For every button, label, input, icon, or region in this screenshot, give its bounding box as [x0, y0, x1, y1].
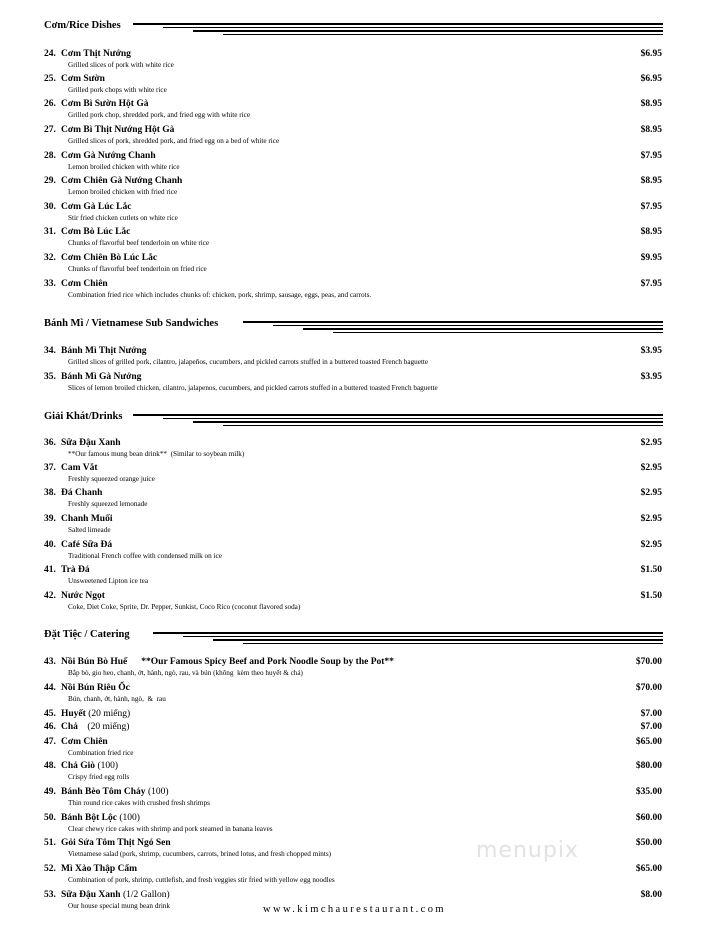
- divider-line: [273, 325, 663, 326]
- item-price: $65.00: [635, 737, 662, 747]
- item-name: Gỏi Sứa Tôm Thịt Ngó Sen: [61, 838, 171, 848]
- item-name: Cơm Bì Thịt Nướng Hột Gà: [61, 125, 175, 135]
- item-description: Combination fried rice: [68, 749, 134, 757]
- section-title: Giải Khát/Drinks: [44, 411, 123, 422]
- divider-line: [213, 639, 663, 641]
- menu-item-title: [44, 279, 108, 289]
- item-description: Chunks of flavorful beef tenderloin on fried rice: [68, 265, 207, 273]
- item-name: Sữa Đậu Xanh: [61, 438, 121, 448]
- menu-item: [0, 813, 709, 839]
- menu-item-title: [44, 202, 131, 212]
- item-number: 27.: [44, 125, 56, 135]
- section-divider-lines: [153, 632, 663, 646]
- item-number: 31.: [44, 227, 56, 237]
- item-price: $8.95: [640, 125, 662, 135]
- divider-line: [223, 34, 663, 35]
- item-number: 25.: [44, 74, 56, 84]
- item-description: Stir fried chicken cutlets on white rice: [68, 214, 178, 222]
- item-name: Bánh Mì Thịt Nướng: [61, 346, 147, 356]
- item-number: 53.: [44, 890, 56, 900]
- divider-line: [133, 414, 663, 416]
- menu-item: [0, 540, 709, 566]
- item-price: $2.95: [640, 438, 662, 448]
- menu-item: [0, 279, 709, 305]
- item-number: 29.: [44, 176, 56, 186]
- item-number: 36.: [44, 438, 56, 448]
- section-header: [0, 409, 709, 429]
- divider-line: [243, 643, 663, 644]
- divider-line: [133, 23, 663, 25]
- item-price: $60.00: [635, 813, 662, 823]
- item-quantity: (100): [119, 813, 140, 823]
- menu-item-title: [44, 709, 130, 719]
- menu-item-title: [44, 74, 105, 84]
- item-number: 44.: [44, 683, 56, 693]
- section-divider-lines: [133, 414, 663, 428]
- section-title: Đặt Tiệc / Catering: [44, 629, 130, 640]
- item-name: Bánh Bèo Tôm Cháy: [61, 787, 146, 797]
- item-name: Bánh Bột Lộc: [61, 813, 117, 823]
- item-price: $7.95: [640, 202, 662, 212]
- menu-item-title: [44, 125, 174, 135]
- item-name: Mì Xào Thập Cẩm: [61, 864, 138, 874]
- divider-line: [193, 421, 663, 423]
- item-quantity: (20 miếng): [88, 709, 131, 719]
- item-number: 45.: [44, 709, 56, 719]
- section-header: [0, 627, 709, 647]
- item-description: Grilled pork chops with white rice: [68, 86, 167, 94]
- item-description: Combination of pork, shrimp, cuttlefish, and fresh veggies stir fried with yellow egg noodles: [68, 876, 335, 884]
- item-name: Cơm Chiên Bò Lúc Lắc: [61, 253, 158, 263]
- item-name: Chanh Muối: [61, 514, 113, 524]
- item-name: Cơm Chiên: [61, 279, 108, 289]
- item-quantity: (20 miếng): [80, 722, 130, 732]
- item-price: $35.00: [635, 787, 662, 797]
- item-description: Lemon broiled chicken with white rice: [68, 163, 180, 171]
- item-number: 33.: [44, 279, 56, 289]
- item-name: Nước Ngọt: [61, 591, 105, 601]
- item-name: Đá Chanh: [61, 488, 103, 498]
- item-description: Freshly squeezed orange juice: [68, 475, 155, 483]
- item-description: Freshly squeezed lemonade: [68, 500, 148, 508]
- menu-item-title: [44, 253, 157, 263]
- item-name: Cơm Gà Nướng Chanh: [61, 151, 156, 161]
- item-number: 35.: [44, 372, 56, 382]
- item-description: Thin round rice cakes with crushed fresh shrimps: [68, 799, 210, 807]
- item-number: 50.: [44, 813, 56, 823]
- menu-item-title: [44, 176, 182, 186]
- item-number: 47.: [44, 737, 56, 747]
- menu-item-title: [44, 890, 170, 900]
- item-quantity: (1/2 Gallon): [122, 890, 170, 900]
- item-price: $50.00: [635, 838, 662, 848]
- item-price: $80.00: [635, 761, 662, 771]
- item-description: Clear chewy rice cakes with shrimp and pork steamed in banana leaves: [68, 825, 273, 833]
- item-number: 48.: [44, 761, 56, 771]
- section-header: [0, 18, 709, 38]
- item-number: 42.: [44, 591, 56, 601]
- item-description: Grilled pork chop, shredded pork, and fried egg with white rice: [68, 111, 251, 119]
- item-name: Cam Vắt: [61, 463, 98, 473]
- item-name: Cơm Bì Sườn Hột Gà: [61, 99, 149, 109]
- section-title: Bánh Mì / Vietnamese Sub Sandwiches: [44, 318, 219, 329]
- menu-item: [0, 488, 709, 514]
- item-price: $7.95: [640, 151, 662, 161]
- divider-line: [243, 321, 663, 323]
- item-description: Vietnamese salad (pork, shrimp, cucumbers, carrots, brined lotus, and fresh chopped mints): [68, 850, 332, 858]
- restaurant-website[interactable]: www.kimchaurestaurant.com: [263, 904, 446, 915]
- item-number: 24.: [44, 49, 56, 59]
- item-number: 40.: [44, 540, 56, 550]
- section-divider-lines: [243, 321, 663, 335]
- item-price: $7.00: [640, 709, 662, 719]
- menu-item: [0, 438, 709, 464]
- item-price: $3.95: [640, 346, 662, 356]
- item-price: $9.95: [640, 253, 662, 263]
- item-price: $1.50: [640, 565, 662, 575]
- menu-item-title: [44, 787, 169, 797]
- item-name: Huyết: [61, 709, 86, 719]
- menu-item: [0, 737, 709, 763]
- item-name: Cơm Chiên: [61, 737, 108, 747]
- menu-item-title: [44, 683, 130, 693]
- item-number: 38.: [44, 488, 56, 498]
- item-description: Grilled slices of grilled pork, cilantro, jalapeños, cucumbers, and pickled carrots stuffed in a buttered toasted French baguette: [68, 358, 429, 366]
- menu-item: [0, 125, 709, 151]
- menu-item-title: [44, 151, 156, 161]
- item-description: Grilled slices of pork, shredded pork, and fried egg on a bed of white rice: [68, 137, 280, 145]
- menu-item-title: [44, 864, 137, 874]
- item-description: Slices of lemon broiled chicken, cilantro, jalapenos, cucumbers, and pickled carrots stuffed in a buttered toasted French baguette: [68, 384, 438, 392]
- item-description: Coke, Diet Coke, Sprite, Dr. Pepper, Sunkist, Coco Rico (coconut flavored soda): [68, 603, 301, 611]
- menu-item: [0, 151, 709, 177]
- divider-line: [183, 636, 663, 637]
- menu-item: [0, 683, 709, 709]
- menu-item-title: [44, 722, 129, 732]
- menu-item: [0, 176, 709, 202]
- menu-item: [0, 565, 709, 591]
- menu-item: [0, 591, 709, 617]
- menu-item: [0, 346, 709, 372]
- menu-item: [0, 657, 709, 683]
- item-description: Bắp bò, gio heo, chanh, ớt, hành, ngò, rau, và bún (không kèm theo huyết & chả): [68, 669, 303, 677]
- item-price: $1.50: [640, 591, 662, 601]
- item-price: $8.95: [640, 176, 662, 186]
- item-quantity: (100): [97, 761, 119, 771]
- item-price: $8.00: [640, 890, 662, 900]
- item-name: Bánh Mì Gà Nướng: [61, 372, 142, 382]
- item-price: $6.95: [640, 49, 662, 59]
- item-price: $2.95: [640, 540, 662, 550]
- menu-item: [0, 463, 709, 489]
- menu-item: [0, 49, 709, 75]
- item-number: 49.: [44, 787, 56, 797]
- item-number: 32.: [44, 253, 56, 263]
- item-number: 34.: [44, 346, 56, 356]
- menu-item-title: [44, 463, 98, 473]
- menu-item: [0, 227, 709, 253]
- divider-line: [163, 418, 663, 419]
- item-name: Trà Đá: [61, 565, 90, 575]
- item-quantity: (100): [147, 787, 169, 797]
- menu-item: [0, 99, 709, 125]
- menu-item: [0, 202, 709, 228]
- divider-line: [223, 425, 663, 426]
- menu-item-title: [44, 227, 130, 237]
- menu-item-title: [44, 761, 118, 771]
- item-price: $2.95: [640, 488, 662, 498]
- item-price: $3.95: [640, 372, 662, 382]
- menu-item-title: [44, 514, 112, 524]
- divider-line: [333, 332, 663, 333]
- item-price: $65.00: [635, 864, 662, 874]
- divider-line: [163, 27, 663, 28]
- menu-item: [0, 864, 709, 890]
- item-number: 43.: [44, 657, 56, 667]
- item-price: $6.95: [640, 74, 662, 84]
- item-name: Nồi Bún Bò Huế: [61, 657, 128, 667]
- item-description: **Our famous mung bean drink** (Similar to soybean milk): [68, 450, 245, 458]
- menu-item: [0, 761, 709, 787]
- item-number: 41.: [44, 565, 56, 575]
- menu-item-title: [44, 540, 112, 550]
- divider-line: [303, 328, 663, 330]
- menu-item-title: [44, 813, 140, 823]
- section-divider-lines: [133, 23, 663, 37]
- item-name: Chả: [61, 722, 78, 732]
- menu-item: [0, 514, 709, 540]
- item-number: 46.: [44, 722, 56, 732]
- item-number: 37.: [44, 463, 56, 473]
- divider-line: [153, 632, 663, 634]
- section-title: Cơm/Rice Dishes: [44, 20, 121, 31]
- section-header: [0, 316, 709, 336]
- item-name: Cơm Chiên Gà Nướng Chanh: [61, 176, 183, 186]
- item-name: Cơm Bò Lúc Lắc: [61, 227, 131, 237]
- item-name: Café Sữa Đá: [61, 540, 113, 550]
- item-price: $2.95: [640, 463, 662, 473]
- item-note: **Our Famous Spicy Beef and Pork Noodle Soup by the Pot**: [141, 657, 394, 667]
- item-price: $8.95: [640, 99, 662, 109]
- item-name: Cơm Thịt Nướng: [61, 49, 131, 59]
- menu-item-title: [44, 657, 394, 667]
- menu-item-title: [44, 591, 105, 601]
- item-name: Cơm Gà Lúc Lắc: [61, 202, 132, 212]
- item-description: Chunks of flavorful beef tenderloin on white rice: [68, 239, 210, 247]
- item-name: Cơm Sườn: [61, 74, 105, 84]
- item-name: Chả Giò: [61, 761, 96, 771]
- item-description: Our house special mung bean drink: [68, 902, 170, 910]
- item-description: Grilled slices of pork with white rice: [68, 61, 174, 69]
- item-description: Traditional French coffee with condensed milk on ice: [68, 552, 222, 560]
- item-name: Nồi Bún Riêu Ốc: [61, 683, 130, 693]
- item-description: Combination fried rice which includes chunks of: chicken, pork, shrimp, sausage, eggs, peas, and carrots.: [68, 291, 372, 299]
- menu-item: [0, 787, 709, 813]
- item-description: Bún, chanh, ớt, hành, ngò, & rau: [68, 695, 166, 703]
- item-number: 51.: [44, 838, 56, 848]
- item-name: Sữa Đậu Xanh: [61, 890, 121, 900]
- item-number: 30.: [44, 202, 56, 212]
- item-price: $70.00: [635, 657, 662, 667]
- item-description: Salted limeade: [68, 526, 111, 534]
- item-number: 26.: [44, 99, 56, 109]
- menu-item: [0, 74, 709, 100]
- item-description: Unsweetened Lipton ice tea: [68, 577, 149, 585]
- item-description: Crispy fried egg rolls: [68, 773, 130, 781]
- menu-item-title: [44, 737, 108, 747]
- item-price: $8.95: [640, 227, 662, 237]
- menu-item-title: [44, 372, 141, 382]
- menu-item-title: [44, 346, 147, 356]
- menu-item-title: [44, 488, 102, 498]
- divider-line: [193, 30, 663, 32]
- item-number: 28.: [44, 151, 56, 161]
- item-number: 52.: [44, 864, 56, 874]
- item-number: 39.: [44, 514, 56, 524]
- menu-item-title: [44, 565, 90, 575]
- watermark: menupix: [476, 838, 579, 863]
- item-price: $2.95: [640, 514, 662, 524]
- item-description: Lemon broiled chicken with fried rice: [68, 188, 178, 196]
- menu-item: [0, 253, 709, 279]
- item-price: $70.00: [635, 683, 662, 693]
- menu-item-title: [44, 49, 131, 59]
- item-price: $7.95: [640, 279, 662, 289]
- menu-item: [0, 372, 709, 398]
- menu-item-title: [44, 838, 171, 848]
- item-price: $7.00: [640, 722, 662, 732]
- menu-item-title: [44, 99, 148, 109]
- menu-item-title: [44, 438, 121, 448]
- menu-item: [0, 838, 709, 864]
